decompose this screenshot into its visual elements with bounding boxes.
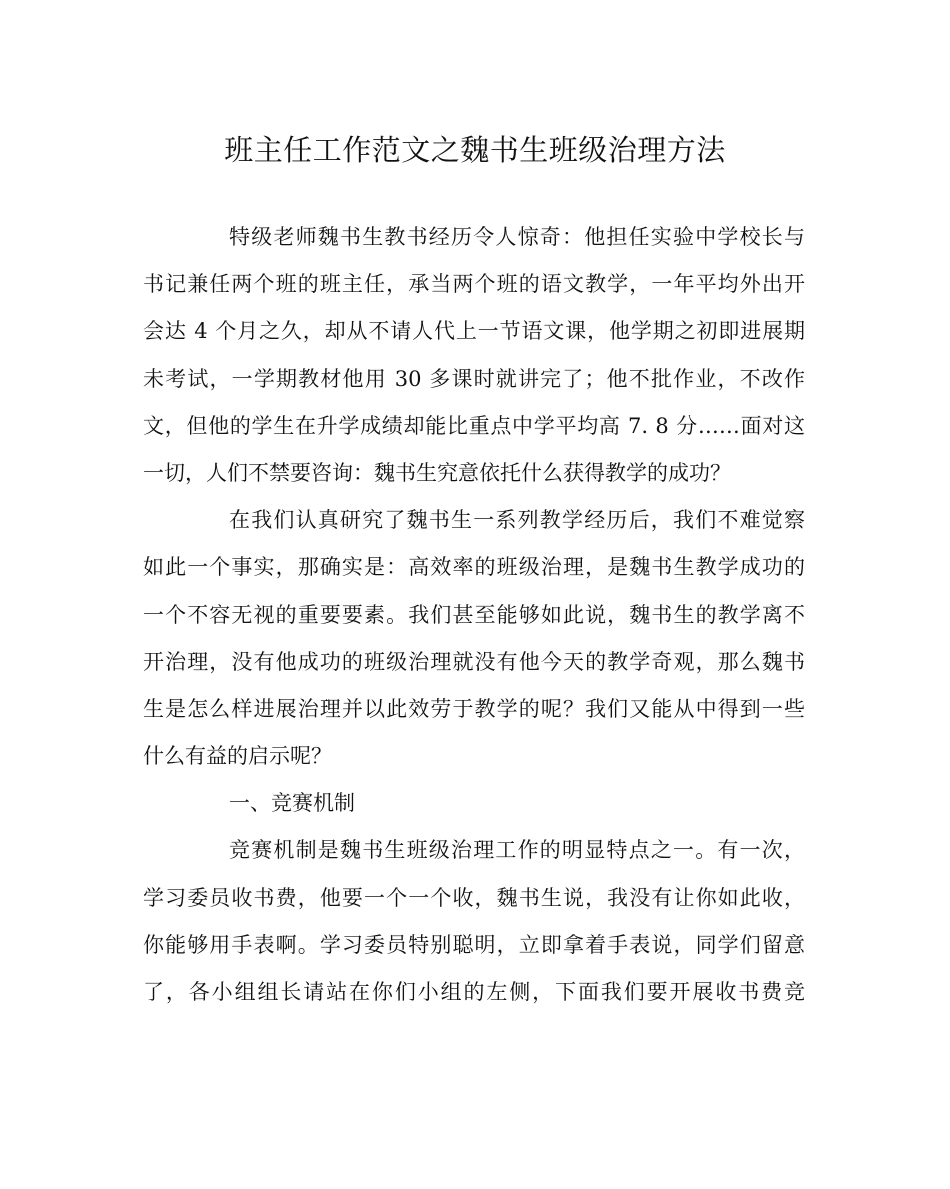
paragraph-3-line-3: 你能够用手表啊。学习委员特别聪明，立即拿着手表说，同学们留意 [143,932,805,957]
paragraph-2-line-2: 如此一个事实，那确实是：高效率的班级治理，是魏书生教学成功的 [143,555,805,580]
paragraph-1-line-6: 一切，人们不禁要咨询：魏书生究意依托什么获得教学的成功？ [143,460,731,485]
paragraph-1-line-1: 特级老师魏书生教书经历令人惊奇：他担任实验中学校长与 [229,225,805,249]
paragraph-2-line-3: 一个不容无视的重要要素。我们甚至能够如此说，魏书生的教学离不 [143,602,805,627]
paragraph-3-line-2: 学习委员收书费，他要一个一个收，魏书生说，我没有让你如此收， [143,885,805,910]
paragraph-1-line-2: 书记兼任两个班的班主任，承当两个班的语文教学，一年平均外出开 [143,272,805,297]
paragraph-2-line-5: 生是怎么样进展治理并以此效劳于教学的呢？我们又能从中得到一些 [143,696,805,721]
paragraph-2-line-1: 在我们认真研究了魏书生一系列教学经历后，我们不难觉察 [229,508,805,533]
document-title: 班主任工作范文之魏书生班级治理方法 [224,133,726,167]
paragraph-3-line-1: 竞赛机制是魏书生班级治理工作的明显特点之一。有一次， [229,838,805,863]
paragraph-3-line-4: 了，各小组组长请站在你们小组的左侧，下面我们要开展收书费竞 [143,980,805,1004]
paragraph-2-line-6: 什么有益的启示呢？ [143,744,332,769]
document-body [143,214,805,1016]
paragraph-1-line-4: 未考试，一学期教材他用 30 多课时就讲完了；他不批作业，不改作 [143,366,805,391]
paragraph-1-line-5: 文，但他的学生在升学成绩却能比重点中学平均高 7. 8 分……面对这 [143,413,805,438]
paragraph-2-line-4: 开治理，没有他成功的班级治理就没有他今天的教学奇观，那么魏书 [143,649,805,674]
paragraph-1-line-3: 会达 4 个月之久，却从不请人代上一节语文课，他学期之初即进展期 [143,319,805,344]
section-heading: 一、竞赛机制 [229,791,355,816]
